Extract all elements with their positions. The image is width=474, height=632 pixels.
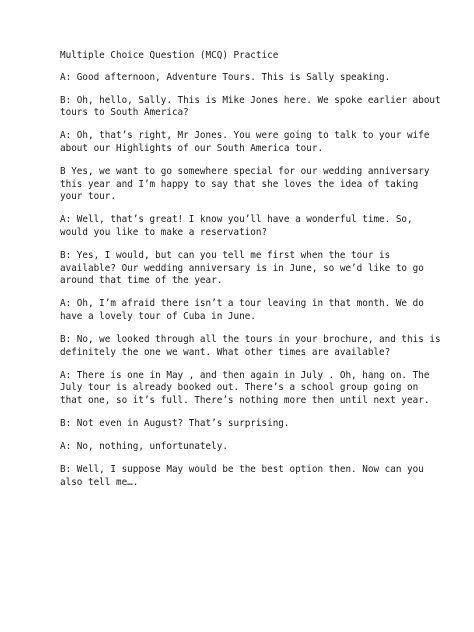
dialogue-line: B Yes, we want to go somewhere special for our wedding anniversary this year and I’m happy to say that she loves the idea of taking your tour. [60,166,430,203]
dialogue-line: B: No, we looked through all the tours in your brochure, and this is definitely the one we want. What other times are available? [60,334,441,358]
document-title: Multiple Choice Question (MCQ) Practice [60,50,279,61]
dialogue-line: B: Yes, I would, but can you tell me first when the tour is available? Our wedding anniversary is in June, so we’d like to go around that time of the year. [60,250,424,287]
dialogue-line: B: Not even in August? That’s surprising. [60,417,290,429]
dialogue-line: A: Good afternoon, Adventure Tours. This is Sally speaking. [60,71,391,83]
dialogue-line: B: Oh, hello, Sally. This is Mike Jones here. We spoke earlier about tours to South America? [60,94,441,119]
document-page [60,50,441,500]
dialogue-line: A: There is one in May , and then again in July . Oh, hang on. The July tour is already booked out. There’s a school group going on that one, so it’s full. There’s nothing more then until next year. [60,369,430,406]
dialogue-line: A: No, nothing, unfortunately. [60,441,228,453]
dialogue-line: B: Well, I suppose May would be the best option then. Now can you also tell me…. [60,464,424,488]
dialogue-line: A: Oh, that’s right, Mr Jones. You were going to talk to your wife about our Highlights of our South America tour. [60,130,430,154]
dialogue-line: A: Well, that’s great! I know you’ll have a wonderful time. So, would you like to make a reservation? [60,214,413,238]
dialogue-line: A: Oh, I’m afraid there isn’t a tour leaving in that month. We do have a lovely tour of Cuba in June. [60,298,424,322]
